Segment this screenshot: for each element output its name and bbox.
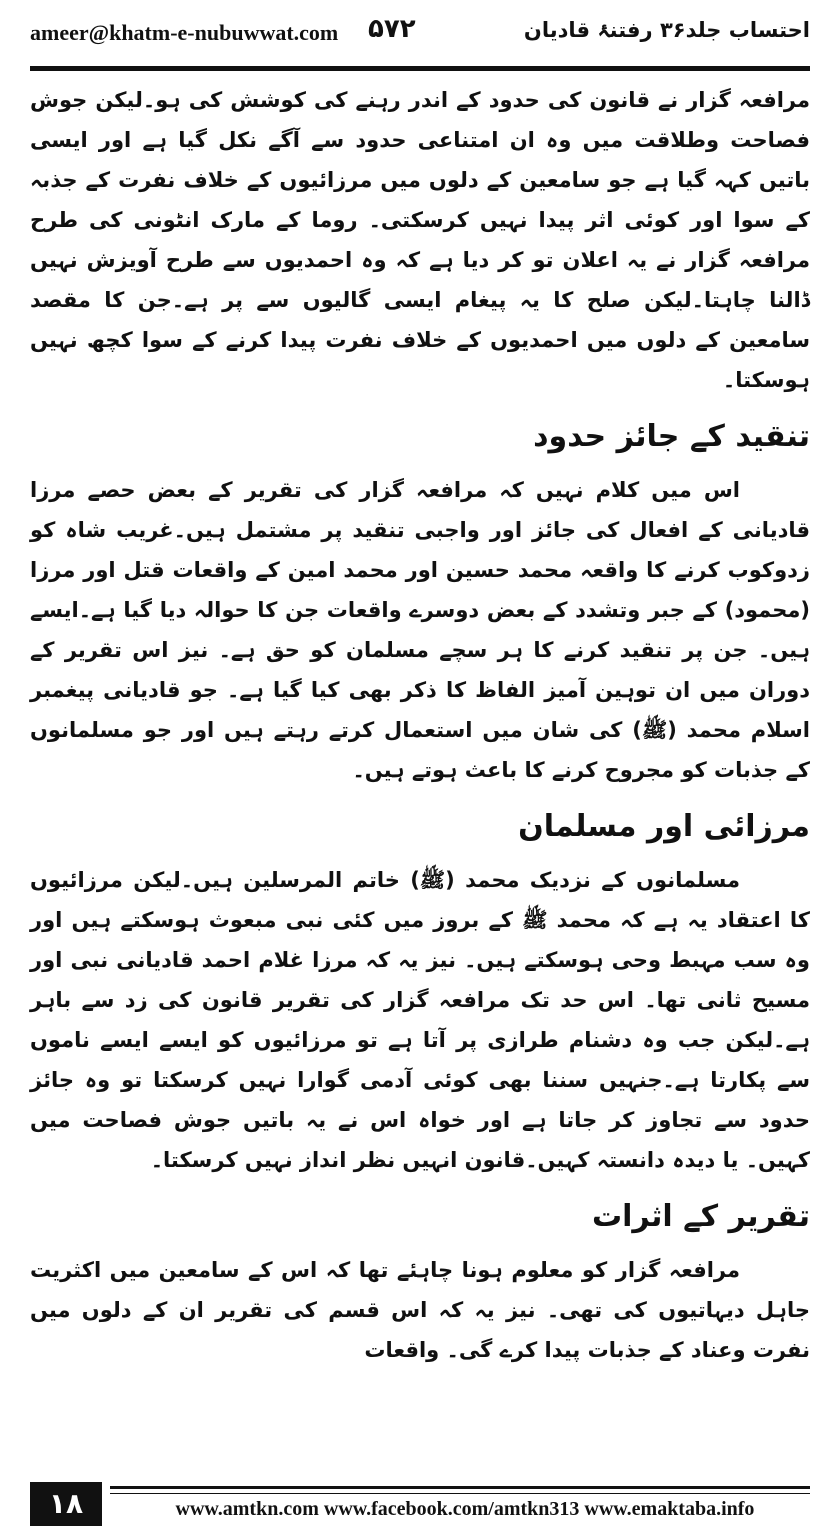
header-book-title: احتساب جلد۳۶ رفتنۂ قادیان (523, 18, 810, 42)
footer-rule-thin (110, 1493, 810, 1494)
section3-heading: مرزائی اور مسلمان (518, 809, 810, 844)
footer-rule (110, 1486, 810, 1489)
section2-paragraph: اس میں کلام نہیں کہ مرافعہ گزار کی تقریر کے بعض حصے مرزا قادیانی کے افعال کی جائز اور واجبی تنقید پر مشتمل ہیں۔غریب شاہ کو زدوکوب کرنے کا واقعہ محمد حسین اور محمد امین کے واقعات قتل اور مرزا (محمود) کے جبر وتشدد کے بعض دوسرے واقعات جن کا حوالہ دیا گیا ہے۔ایسے ہیں۔ جن پر تنقید کرنے کا ہر سچے مسلمان کو حق ہے۔ نیز اس تقریر کے دوران میں ان توہین آمیز الفاظ کا ذکر بھی کیا گیا ہے۔ جو قادیانی پیغمبر اسلام محمد (ﷺ) کی شان میں استعمال کرتے رہتے ہیں اور جو مسلمانوں کے جذبات کو مجروح کرنے کا باعث ہوتے ہیں۔ (30, 478, 810, 782)
footer-page-number: ۱۸ (30, 1482, 102, 1526)
section1-paragraph: مرافعہ گزار نے قانون کی حدود کے اندر رہنے کی کوشش کی ہو۔لیکن جوش فصاحت وطلاقت میں وہ ان امتناعی حدود سے آگے نکل گیا ہے اور ایسی باتیں کہہ گیا ہے جو سامعین کے دلوں میں مرزائیوں کے خلاف نفرت کے جذبہ کے سوا اور کوئی اثر پیدا نہیں کرسکتی۔ روما کے مارک انٹونی کی طرح مرافعہ گزار نے یہ اعلان تو کر دیا ہے کہ وہ احمدیوں سے طرح آویزش نہیں ڈالنا چاہتا۔لیکن صلح کا یہ پیغام ایسی گالیوں سے پر ہے۔جن کا مقصد سامعین کے دلوں میں احمدیوں کے خلاف نفرت پیدا کرنے کے سوا کچھ نہیں ہوسکتا۔ (30, 88, 810, 392)
section3-paragraph: مسلمانوں کے نزدیک محمد (ﷺ) خاتم المرسلین ہیں۔لیکن مرزائیوں کا اعتقاد یہ ہے کہ محمد ﷺ کے بروز میں کئی نبی مبعوث ہوسکتے ہیں اور وہ سب مہبط وحی ہوسکتے ہیں۔ نیز یہ کہ مرزا غلام احمد قادیانی نبی اور مسیح ثانی تھا۔ اس حد تک مرافعہ گزار کی تقریر قانون کی زد سے باہر ہے۔لیکن جب وہ دشنام طرازی پر آتا ہے تو مرزائیوں کو ایسے ایسے ناموں سے پکارتا ہے۔جنہیں سننا بھی کوئی آدمی گوارا نہیں کرسکتا تو وہ جائز حدود سے تجاوز کر جاتا ہے اور خواہ اس نے یہ باتیں جوش فصاحت میں کہیں۔ یا دیدہ دانستہ کہیں۔قانون انہیں نظر انداز نہیں کرسکتا۔ (30, 868, 810, 1172)
section4-paragraph: مرافعہ گزار کو معلوم ہونا چاہئے تھا کہ اس کے سامعین میں اکثریت جاہل دیہاتیوں کی تھی۔ نیز یہ کہ اس قسم کی تقریر ان کے دلوں میں نفرت وعناد کے جذبات پیدا کرے گی۔ واقعات (30, 1258, 810, 1362)
header-page-number: ۵۷۲ (368, 14, 416, 44)
section4-heading: تقریر کے اثرات (592, 1199, 810, 1234)
header-rule (30, 66, 810, 71)
section2-heading: تنقید کے جائز حدود (533, 419, 810, 454)
footer-links[interactable]: www.amtkn.com www.facebook.com/amtkn313 www.emaktaba.info (175, 1498, 755, 1520)
page-header (30, 14, 810, 62)
page-content (30, 80, 810, 1460)
header-email: ameer@khatm-e-nubuwwat.com (30, 20, 339, 45)
